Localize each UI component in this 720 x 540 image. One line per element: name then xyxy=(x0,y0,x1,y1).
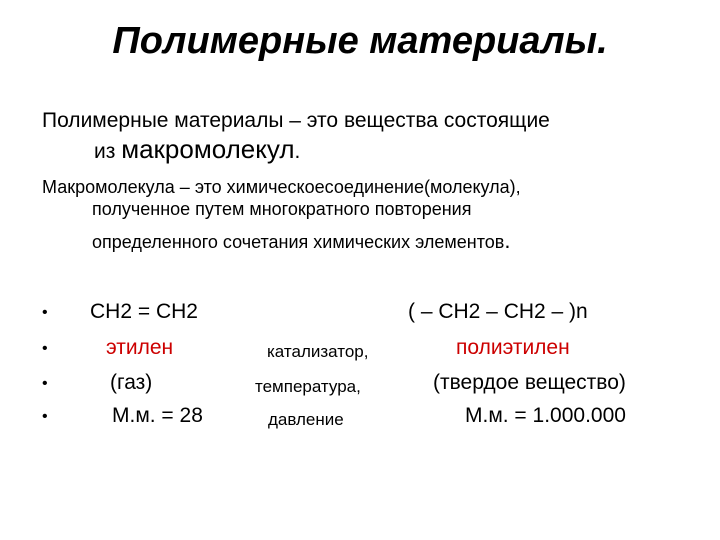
polymer-definition-line1: Полимерные материалы – это вещества состоящие xyxy=(42,109,550,132)
macromolecule-definition-line3 xyxy=(42,230,521,253)
bullet-icon: • xyxy=(42,375,48,392)
polyethylene-formula: ( – CH2 – CH2 – )n xyxy=(408,300,588,323)
polymer-definition-prefix: из xyxy=(94,140,122,163)
macromolecule-definition-period: . xyxy=(504,228,511,253)
bullet-icon: • xyxy=(42,340,48,357)
polyethylene-molar-mass: М.м. = 1.000.000 xyxy=(465,404,626,427)
ethylene-formula: CH2 = CH2 xyxy=(90,300,198,323)
ethylene-state: (газ) xyxy=(110,371,153,394)
macromolecule-definition-line2: полученное путем многократного повторения xyxy=(92,199,472,219)
reaction-row-formula xyxy=(0,300,720,332)
condition-temperature: температура, xyxy=(255,377,361,396)
macromolecule-definition xyxy=(42,176,521,253)
bullet-icon: • xyxy=(42,304,48,321)
slide-title: Полимерные материалы. xyxy=(112,20,608,62)
macromolecule-definition-line3-text: определенного сочетания химических элементов xyxy=(92,232,505,252)
macromolecule-definition-line1: Макромолекула – это химическоесоединение(молекула), xyxy=(42,177,521,197)
polymer-definition-line2 xyxy=(42,135,550,166)
reaction-row-names xyxy=(0,336,720,368)
condition-pressure: давление xyxy=(268,410,344,429)
reaction-row-states xyxy=(0,371,720,403)
bullet-icon: • xyxy=(42,408,48,425)
polyethylene-state: (твердое вещество) xyxy=(433,371,626,394)
polymer-definition-period: . xyxy=(294,140,301,163)
ethylene-name: этилен xyxy=(106,336,174,359)
macromolecule-term: макромолекул xyxy=(121,134,295,164)
condition-catalyst: катализатор, xyxy=(267,342,369,361)
reaction-row-mass xyxy=(0,404,720,436)
polyethylene-name: полиэтилен xyxy=(456,336,570,359)
ethylene-molar-mass: М.м. = 28 xyxy=(112,404,203,427)
polymer-definition xyxy=(42,107,550,166)
